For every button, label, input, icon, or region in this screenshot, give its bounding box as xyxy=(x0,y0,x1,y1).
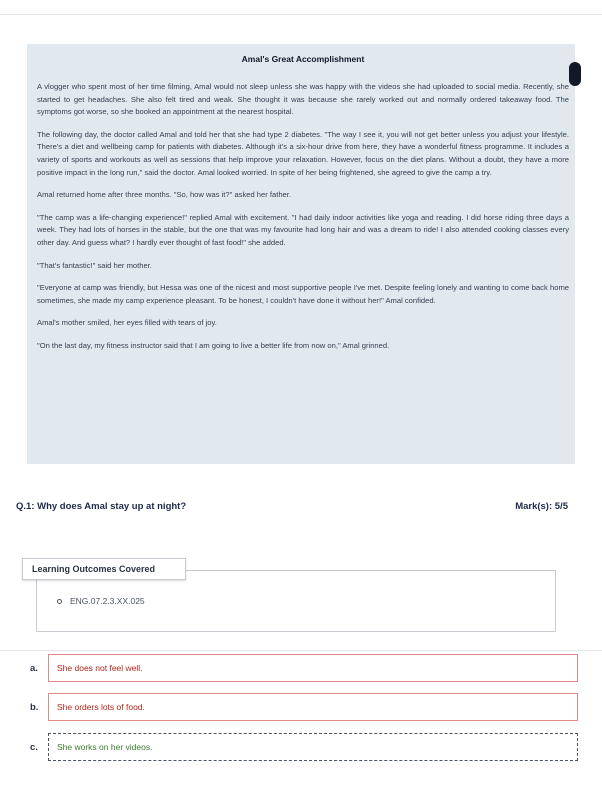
learning-outcome-code: ENG.07.2.3.XX.025 xyxy=(70,596,145,606)
option-text-box[interactable]: She works on her videos. xyxy=(48,733,578,761)
scroll-handle[interactable] xyxy=(569,62,581,86)
answer-option-c[interactable] xyxy=(30,732,578,762)
option-letter: b. xyxy=(30,701,39,713)
option-text-box[interactable]: She orders lots of food. xyxy=(48,693,578,721)
passage-paragraph: A vlogger who spent most of her time filming, Amal would not sleep unless she was happy with the videos she had uploaded to social media. Recently, she started to get headaches. She also felt tired and weak. She thought it was because she rarely worked out and normally ordered takeaway food. The symptoms got worse, so she booked an appointment at the nearest hospital. xyxy=(37,82,569,117)
option-letter: a. xyxy=(30,662,38,674)
passage-paragraph: "The camp was a life-changing experience!" replied Amal with excitement. "I had daily indoor activities like yoga and reading. I did horse riding three days a week. They had lots of horses in the stable, but the one that was my favourite had long hair and was a dream to ride! I also attended cooking classes every other day. And guess what? I hardly ever thought of fast food!" she added. xyxy=(37,212,569,247)
top-divider xyxy=(0,14,602,15)
learning-outcomes-heading: Learning Outcomes Covered xyxy=(22,558,186,580)
option-text-box[interactable]: She does not feel well. xyxy=(48,654,578,682)
bullet-circle-icon xyxy=(57,599,62,604)
option-letter: c. xyxy=(30,741,38,753)
passage-paragraph: "Everyone at camp was friendly, but Hessa was one of the nicest and most supportive people I've met. Despite feeling lonely and wanting to come back home sometimes, she made my camp experience pleasant. To be honest, I couldn't have done it without her!" Amal confided. xyxy=(37,283,569,305)
question-text: Q.1: Why does Amal stay up at night? xyxy=(16,501,187,512)
mark-score: Mark(s): 5/5 xyxy=(515,501,568,512)
passage-paragraph: Amal returned home after three months. "So, how was it?" asked her father. xyxy=(37,190,292,200)
reading-passage xyxy=(27,44,575,464)
section-divider xyxy=(0,650,602,651)
learning-outcome-item xyxy=(57,596,145,606)
passage-paragraph: The following day, the doctor called Amal and told her that she had type 2 diabetes. "The way I see it, you will not get better unless you adjust your lifestyle. There's a diet and wellbeing camp for patients with diabetes. Although it's a six-hour drive from here, they have a wonderful fitness programme. It includes a variety of sports and workouts as well as sessions that help improve your relaxation. However, focus on the diet plans. Without a doubt, they have a more positive impact in the long run," said the doctor. Amal looked worried. In spite of her being frightened, she agreed to give the camp a try. xyxy=(37,129,569,177)
passage-paragraph: "That's fantastic!" said her mother. xyxy=(37,260,152,270)
passage-title: Amal's Great Accomplishment xyxy=(241,54,365,64)
passage-paragraph: "On the last day, my fitness instructor said that I am going to live a better life from now on," Amal grinned. xyxy=(37,340,390,350)
question-header xyxy=(16,501,568,512)
passage-paragraph: Amal's mother smiled, her eyes filled with tears of joy. xyxy=(37,318,217,328)
answer-option-b[interactable] xyxy=(30,692,578,722)
answer-option-a[interactable] xyxy=(30,653,578,683)
